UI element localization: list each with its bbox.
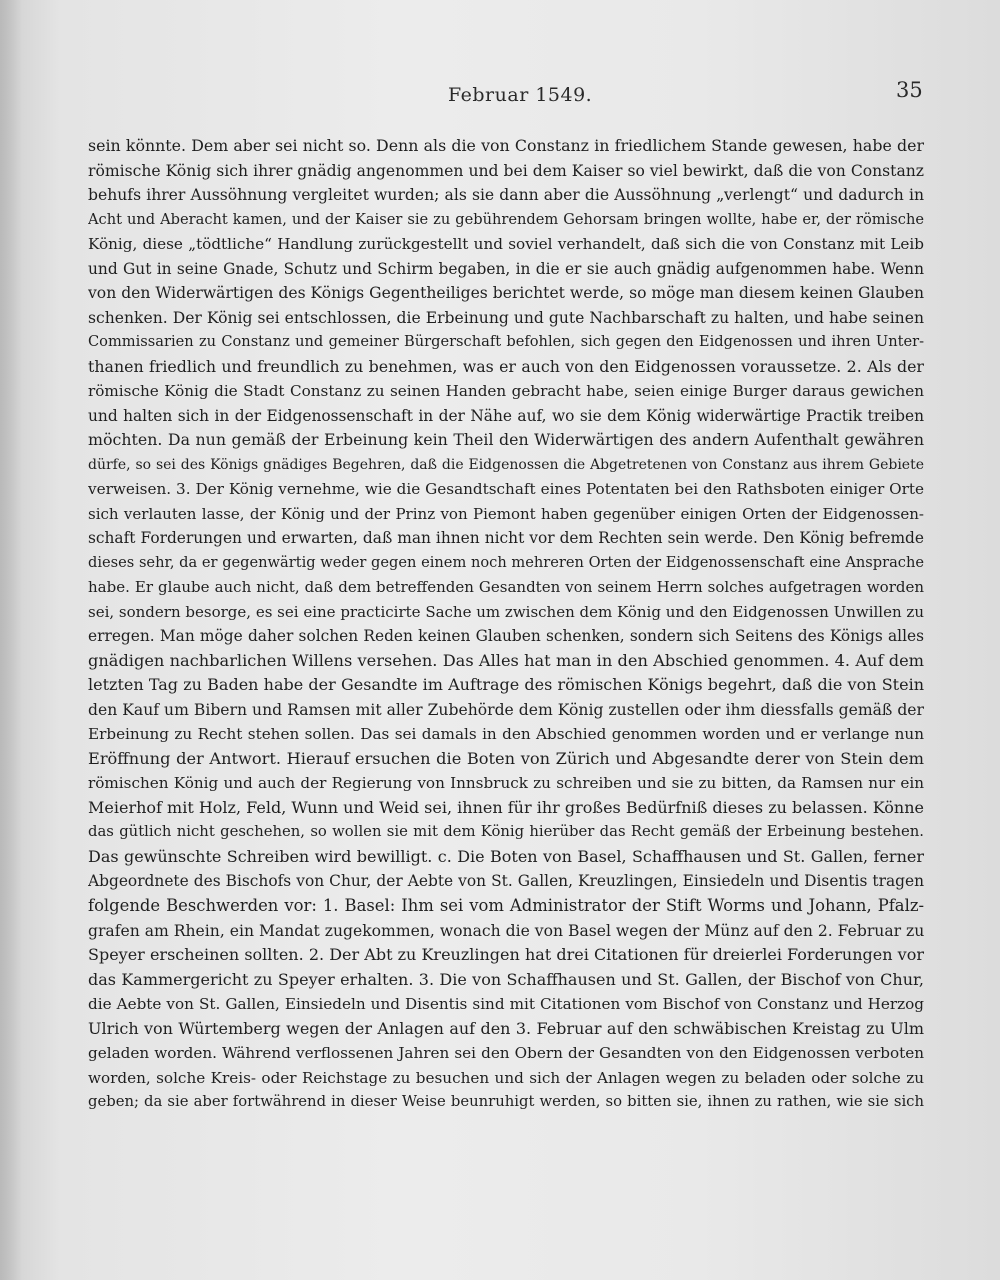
- text-line: und halten sich in der Eidgenossenschaft in der Nähe auf, wo sie dem König widerwärtige Practik treiben: [88, 406, 924, 425]
- text-line: folgende Beschwerden vor: 1. Basel: Ihm sei vom Administrator der Stift Worms und Johann, Pfalz-: [88, 895, 924, 915]
- text-line: Commissarien zu Constanz und gemeiner Bürgerschaft befohlen, sich gegen den Eidgenossen und ihren Unter-: [88, 333, 924, 351]
- body-text: [88, 134, 924, 1115]
- text-line: den Kauf um Bibern und Ramsen mit aller Zubehörde dem König zustellen oder ihm diessfalls gemäß der: [88, 700, 924, 719]
- text-line: das gütlich nicht geschehen, so wollen sie mit dem König hierüber das Recht gemäß der Erbeinung bestehen.: [88, 823, 924, 841]
- text-line: erregen. Man möge daher solchen Reden keinen Glauben schenken, sondern sich Seitens des Königs alles: [88, 627, 924, 646]
- text-line: Ulrich von Würtemberg wegen der Anlagen auf den 3. Februar auf den schwäbischen Kreistag zu Ulm: [88, 1018, 924, 1038]
- text-line: römischen König und auch der Regierung von Innsbruck zu schreiben und sie zu bitten, da Ramsen nur ein: [88, 774, 924, 793]
- text-line: geben; da sie aber fortwährend in dieser Weise beunruhigt werden, so bitten sie, ihnen zu rathen, wie sie sich: [88, 1093, 924, 1111]
- text-line: dürfe, so sei des Königs gnädiges Begehren, daß die Eidgenossen die Abgetretenen von Constanz aus ihrem Gebiete: [88, 456, 924, 473]
- text-line: möchten. Da nun gemäß der Erbeinung kein Theil den Widerwärtigen des andern Aufenthalt gewähren: [88, 430, 924, 450]
- text-line: gnädigen nachbarlichen Willens versehen. Das Alles hat man in den Abschied genommen. 4. Auf dem: [88, 650, 924, 670]
- running-header: [0, 74, 1000, 114]
- text-line: Eröffnung der Antwort. Hierauf ersuchen die Boten von Zürich und Abgesandte derer von Stein dem: [88, 748, 924, 768]
- text-line: Acht und Aberacht kamen, und der Kaiser sie zu gebührendem Gehorsam bringen wollte, habe er, der römische: [88, 210, 924, 228]
- text-line: die Aebte von St. Gallen, Einsiedeln und Disentis sind mit Citationen vom Bischof von Constanz und Herzog: [88, 995, 924, 1014]
- page-number: 35: [896, 78, 923, 102]
- text-line: König, diese „tödtliche“ Handlung zurückgestellt und soviel verhandelt, daß sich die von Constanz mit Leib: [88, 235, 924, 254]
- text-line: das Kammergericht zu Speyer erhalten. 3. Die von Schaffhausen und St. Gallen, der Bischof von Chur,: [88, 969, 924, 989]
- text-line: Speyer erscheinen sollten. 2. Der Abt zu Kreuzlingen hat drei Citationen für dreierlei Forderungen vor: [88, 945, 924, 965]
- text-line: behufs ihrer Aussöhnung vergleitet wurden; als sie dann aber die Aussöhnung „verlengt“ und dadurch in: [88, 186, 924, 205]
- text-line: Erbeinung zu Recht stehen sollen. Das sei damals in den Abschied genommen worden und er verlange nun: [88, 725, 924, 744]
- text-line: verweisen. 3. Der König vernehme, wie die Gesandtschaft eines Potentaten bei den Rathsboten einiger Orte: [88, 480, 924, 499]
- text-line: von den Widerwärtigen des Königs Gegentheiliges berichtet werde, so möge man diesem keinen Glauben: [88, 284, 924, 303]
- running-title: Februar 1549.: [448, 84, 593, 106]
- text-line: sich verlauten lasse, der König und der Prinz von Piemont haben gegenüber einigen Orten der Eidgenossen-: [88, 504, 924, 523]
- text-line: römische König die Stadt Constanz zu seinen Handen gebracht habe, seien einige Burger daraus gewichen: [88, 382, 924, 401]
- text-line: sein könnte. Dem aber sei nicht so. Denn als die von Constanz in friedlichem Stande gewesen, habe der: [88, 136, 924, 155]
- text-line: grafen am Rhein, ein Mandat zugekommen, wonach die von Basel wegen der Münz auf den 2. Februar zu: [88, 921, 924, 940]
- text-line: Meierhof mit Holz, Feld, Wunn und Weid sei, ihnen für ihr großes Bedürfniß dieses zu belassen. Könne: [88, 797, 924, 817]
- text-line: geladen worden. Während verflossenen Jahren sei den Obern der Gesandten von den Eidgenossen verboten: [88, 1044, 924, 1063]
- text-line: letzten Tag zu Baden habe der Gesandte im Auftrage des römischen Königs begehrt, daß die von Stein: [88, 675, 924, 695]
- text-line: dieses sehr, da er gegenwärtig weder gegen einem noch mehreren Orten der Eidgenossenschaft eine Ansprache: [88, 553, 924, 571]
- text-line: und Gut in seine Gnade, Schutz und Schirm begaben, in die er sie auch gnädig aufgenommen habe. Wenn: [88, 259, 924, 278]
- text-line: sei, sondern besorge, es sei eine practicirte Sache um zwischen dem König und den Eidgenossen Unwillen zu: [88, 602, 924, 621]
- text-line: Abgeordnete des Bischofs von Chur, der Aebte von St. Gallen, Kreuzlingen, Einsiedeln und Disentis tragen: [88, 872, 924, 891]
- text-line: thanen friedlich und freundlich zu benehmen, was er auch von den Eidgenossen voraussetze. 2. Als der: [88, 356, 924, 376]
- text-line: römische König sich ihrer gnädig angenommen und bei dem Kaiser so viel bewirkt, daß die von Constanz: [88, 161, 924, 180]
- text-line: worden, solche Kreis- oder Reichstage zu besuchen und sich der Anlagen wegen zu beladen oder solche zu: [88, 1068, 924, 1087]
- text-line: habe. Er glaube auch nicht, daß dem betreffenden Gesandten von seinem Herrn solches aufgetragen worden: [88, 578, 924, 597]
- text-line: Das gewünschte Schreiben wird bewilligt. c. Die Boten von Basel, Schaffhausen und St. Gallen, ferner: [88, 846, 924, 866]
- text-line: schaft Forderungen und erwarten, daß man ihnen nicht vor dem Rechten sein werde. Den König befremde: [88, 529, 924, 548]
- text-line: schenken. Der König sei entschlossen, die Erbeinung und gute Nachbarschaft zu halten, und habe seinen: [88, 308, 924, 327]
